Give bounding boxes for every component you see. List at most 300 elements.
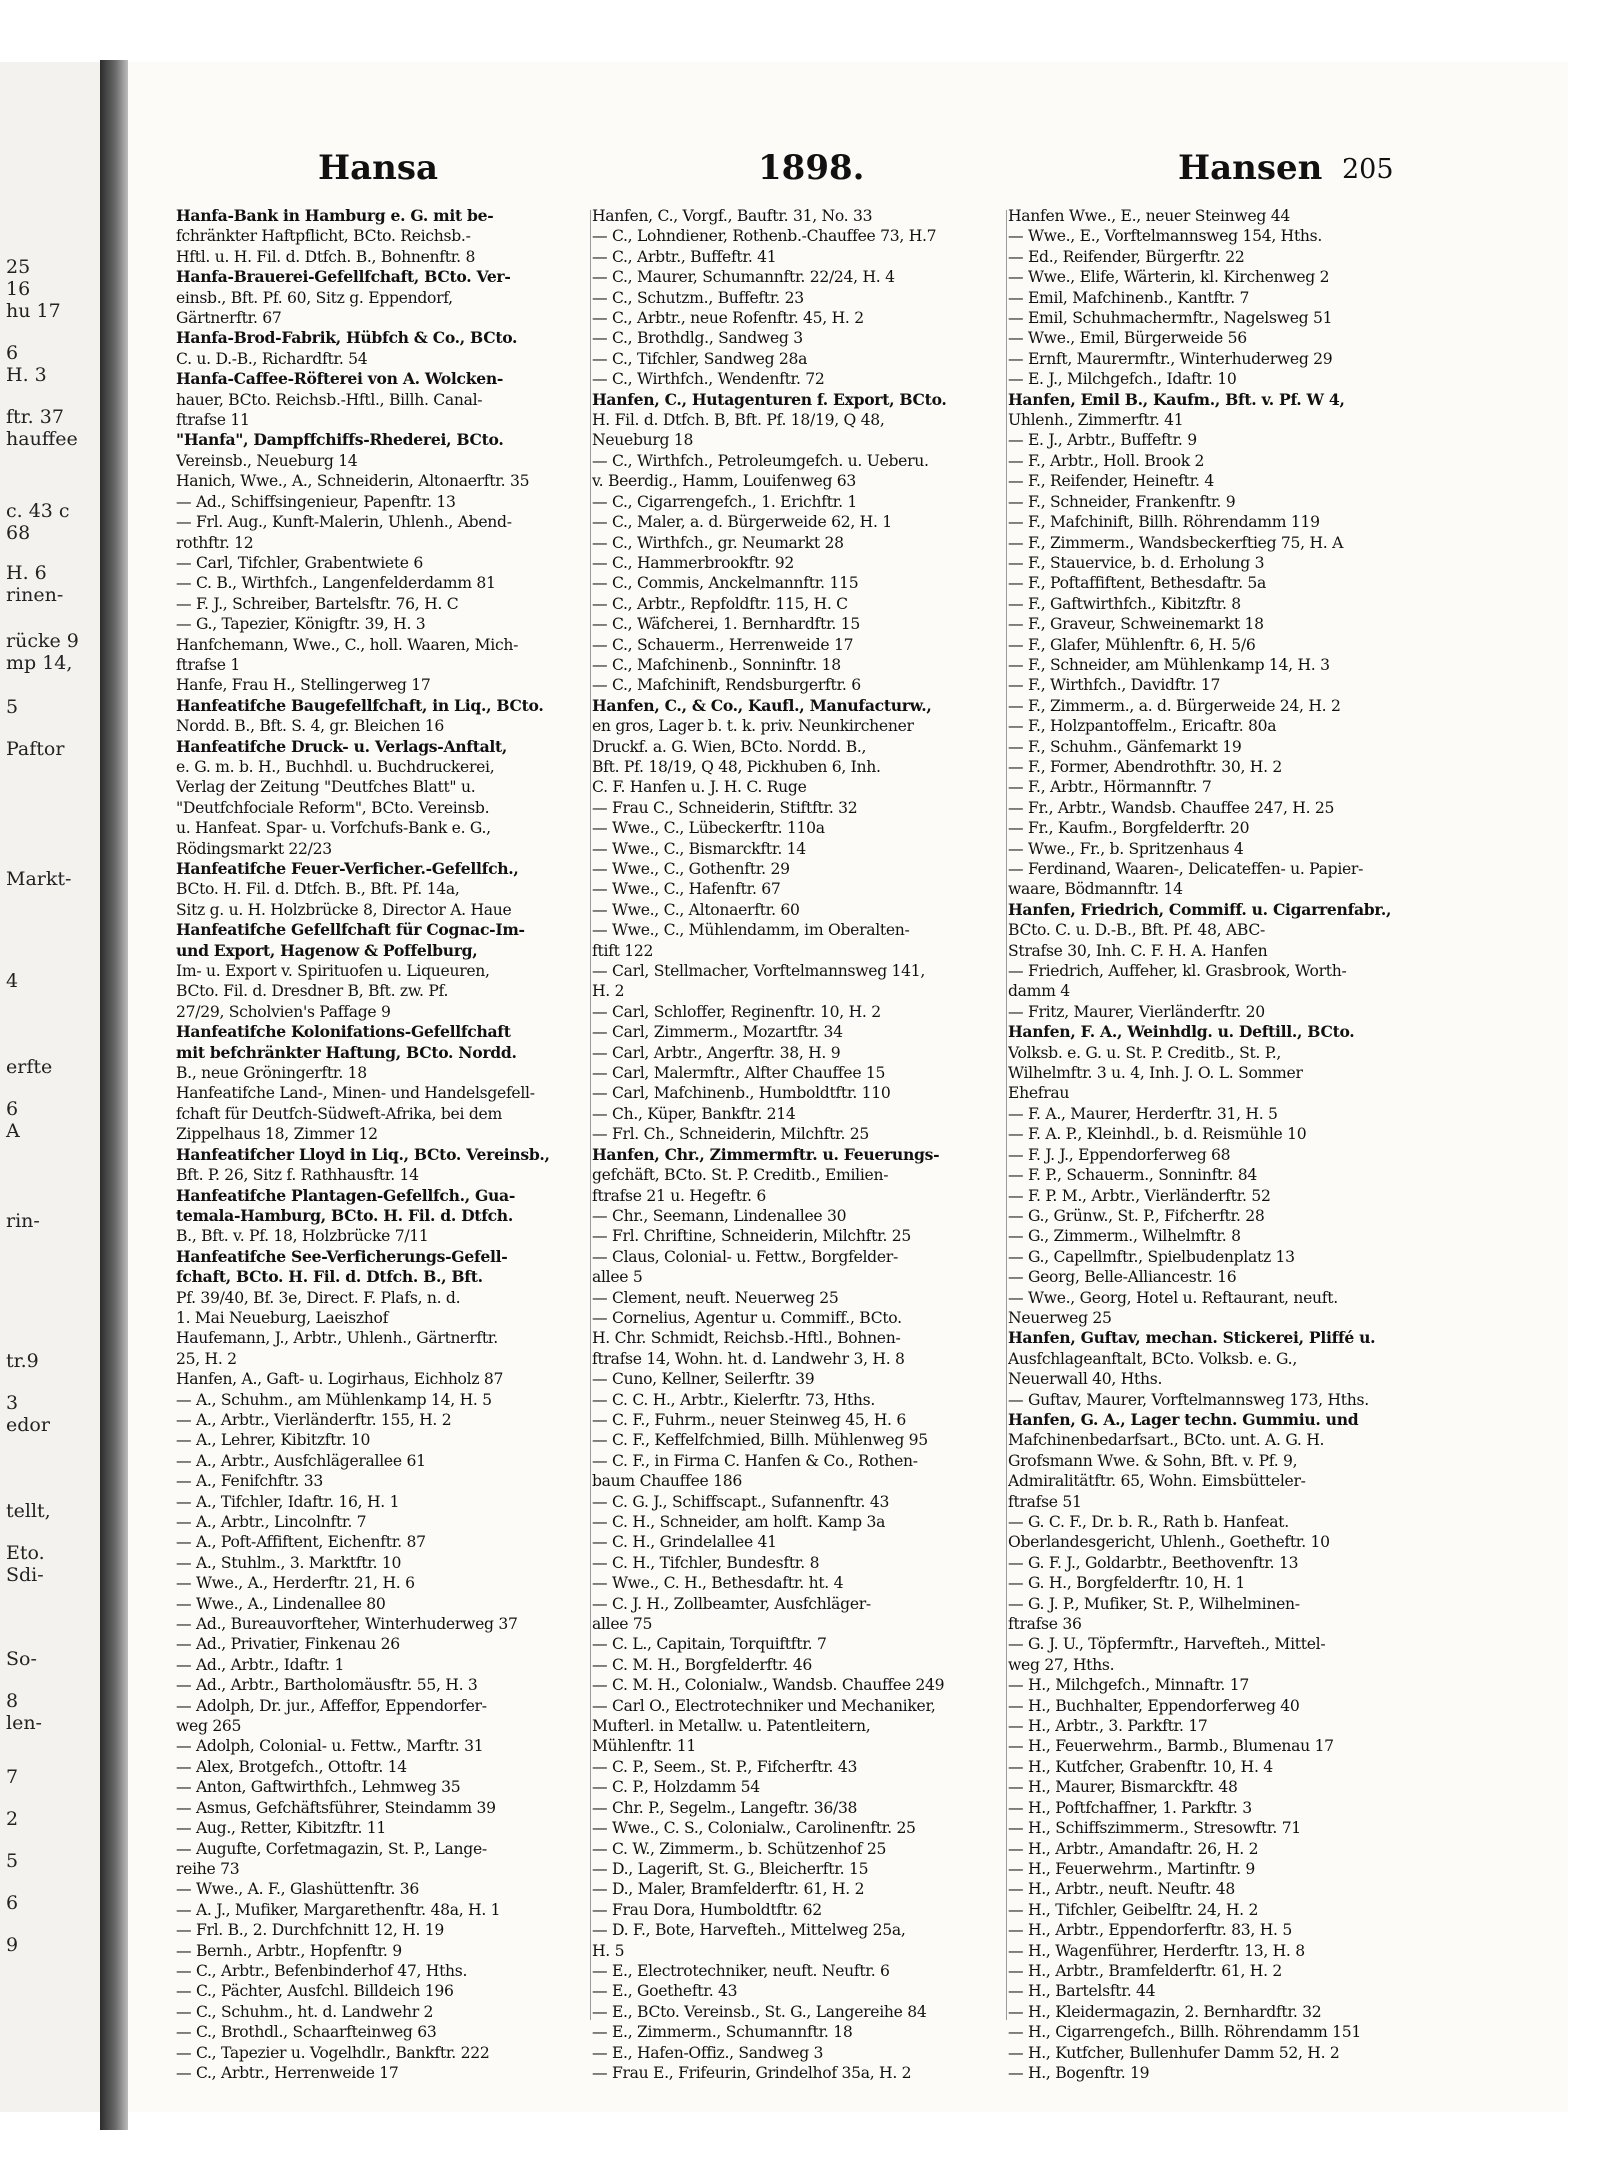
directory-heading-entry: Hanfeatifche See-Verficherungs-Gefell- bbox=[176, 1246, 508, 1266]
directory-entry-line: Sitz g. u. H. Holzbrücke 8, Director A. Haue bbox=[176, 900, 512, 919]
directory-entry-line: — Aug., Retter, Kibitzftr. 11 bbox=[176, 1819, 387, 1838]
directory-entry-line: Hanfe, Frau H., Stellingerweg 17 bbox=[176, 676, 431, 695]
directory-entry-line: H. Chr. Schmidt, Reichsb.-Hftl., Bohnen- bbox=[592, 1329, 901, 1348]
directory-heading-entry: Hanfen, F. A., Weinhdlg. u. Deftill., BCto. bbox=[1008, 1022, 1355, 1042]
directory-entry-line: — G. H., Borgfelderftr. 10, H. 1 bbox=[1008, 1574, 1246, 1593]
directory-heading-entry: Hanfeatifche Plantagen-Gefellfch., Gua- bbox=[176, 1185, 516, 1205]
directory-entry-line: — C. G. J., Schiffscapt., Sufannenftr. 43 bbox=[592, 1492, 890, 1511]
facing-page-fragment: Eto. bbox=[6, 1542, 45, 1564]
directory-heading-entry: Hanfa-Brod-Fabrik, Hübfch & Co., BCto. bbox=[176, 328, 518, 348]
directory-entry-line: fchränkter Haftpflicht, BCto. Reichsb.- bbox=[176, 227, 471, 246]
directory-entry-line: H. 2 bbox=[592, 982, 625, 1001]
directory-heading-entry: "Hanfa", Dampffchiffs-Rhederei, BCto. bbox=[176, 430, 504, 450]
directory-entry-line: — G. C. F., Dr. b. R., Rath b. Hanfeat. bbox=[1008, 1513, 1289, 1531]
directory-entry-line: Ausfchlageanftalt, BCto. Volksb. e. G., bbox=[1008, 1349, 1297, 1368]
directory-entry-line: ftrafse 36 bbox=[1008, 1615, 1082, 1634]
directory-entry-line: — H., Arbtr., Eppendorferftr. 83, H. 5 bbox=[1008, 1921, 1292, 1940]
directory-entry-line: — Ernft, Maurermftr., Winterhuderweg 29 bbox=[1008, 349, 1333, 368]
directory-entry-line: B., neue Gröningerftr. 18 bbox=[176, 1064, 367, 1083]
directory-entry-line: Zippelhaus 18, Zimmer 12 bbox=[176, 1125, 378, 1144]
page-number: 205 bbox=[1342, 154, 1394, 185]
directory-entry-line: — E. J., Arbtr., Buffeftr. 9 bbox=[1008, 431, 1197, 450]
facing-page-fragment: tr.9 bbox=[6, 1350, 39, 1372]
directory-entry-line: — H., Buchhalter, Eppendorferweg 40 bbox=[1008, 1696, 1300, 1715]
directory-entry-line: — Fr., Arbtr., Wandsb. Chauffee 247, H. 25 bbox=[1008, 798, 1335, 817]
directory-entry-line: — Frl. Aug., Kunft-Malerin, Uhlenh., Abend- bbox=[176, 513, 512, 532]
directory-entry-line: Mafchinenbedarfsart., BCto. unt. A. G. H. bbox=[1008, 1431, 1325, 1450]
directory-heading-entry: Hanfen, C., Hutagenturen f. Export, BCto. bbox=[592, 389, 947, 409]
directory-entry-line: — C. H., Schneider, am holft. Kamp 3a bbox=[592, 1513, 886, 1531]
directory-entry-line: — C., Brothdl., Schaarfteinweg 63 bbox=[176, 2023, 437, 2042]
directory-entry-line: ftrafse 11 bbox=[176, 411, 250, 430]
directory-entry-line: Rödingsmarkt 22/23 bbox=[176, 839, 332, 858]
directory-entry-line: — C., Arbtr., Herrenweide 17 bbox=[176, 2063, 399, 2082]
directory-entry-line: reihe 73 bbox=[176, 1859, 240, 1878]
directory-heading-entry: Hanfen, Guftav, mechan. Stickerei, Pliffé u. bbox=[1008, 1328, 1376, 1348]
directory-entry-line: — H., Bogenftr. 19 bbox=[1008, 2063, 1150, 2082]
directory-entry-line: — E., Hafen-Offiz., Sandweg 3 bbox=[592, 2043, 824, 2062]
facing-page-fragment: 5 bbox=[6, 1850, 19, 1872]
facing-page-fragment: tellt, bbox=[6, 1500, 51, 1522]
facing-page-fragment: 5 bbox=[6, 696, 19, 718]
directory-entry-line: — Ferdinand, Waaren-, Delicateffen- u. Papier- bbox=[1008, 860, 1364, 878]
directory-entry-line: Vereinsb., Neueburg 14 bbox=[176, 451, 358, 470]
directory-entry-line: — F., Schneider, Frankenftr. 9 bbox=[1008, 492, 1236, 511]
directory-heading-entry: Hanfa-Brauerei-Gefellfchaft, BCto. Ver- bbox=[176, 267, 511, 287]
directory-entry-line: — Ad., Schiffsingenieur, Papenftr. 13 bbox=[176, 492, 456, 511]
directory-entry-line: — Carl, Stellmacher, Vorftelmannsweg 141, bbox=[592, 962, 926, 981]
directory-entry-line: — C., Brothdlg., Sandweg 3 bbox=[592, 329, 803, 348]
facing-page-fragment: rin- bbox=[6, 1210, 40, 1232]
directory-entry-line: — C., Hammerbrookftr. 92 bbox=[592, 553, 794, 572]
directory-entry-line: — Wwe., Georg, Hotel u. Reftaurant, neuft. bbox=[1008, 1288, 1338, 1307]
directory-entry-line: — C., Maler, a. d. Bürgerweide 62, H. 1 bbox=[592, 513, 892, 532]
directory-entry-line: allee 5 bbox=[592, 1268, 643, 1287]
directory-entry-line: — Fr., Kaufm., Borgfelderftr. 20 bbox=[1008, 819, 1250, 838]
directory-entry-line: — C., Wäfcherei, 1. Bernhardftr. 15 bbox=[592, 615, 860, 634]
directory-entry-line: — G., Tapezier, Königftr. 39, H. 3 bbox=[176, 615, 426, 634]
directory-entry-line: Strafse 30, Inh. C. F. H. A. Hanfen bbox=[1008, 941, 1268, 960]
directory-entry-line: — Frl. B., 2. Durchfchnitt 12, H. 19 bbox=[176, 1921, 445, 1940]
directory-entry-line: — H., Bartelsftr. 44 bbox=[1008, 1982, 1156, 2001]
column-1 bbox=[176, 206, 588, 2083]
directory-entry-line: — C., Tifchler, Sandweg 28a bbox=[592, 349, 808, 368]
header-year: 1898. bbox=[758, 148, 865, 188]
directory-entry-line: — C., Lohndiener, Rothenb.-Chauffee 73, H.7 bbox=[592, 227, 937, 246]
directory-entry-line: — A., Arbtr., Lincolnftr. 7 bbox=[176, 1513, 367, 1531]
directory-entry-line: — H., Arbtr., neuft. Neuftr. 48 bbox=[1008, 1880, 1236, 1899]
directory-entry-line: — E., Goetheftr. 43 bbox=[592, 1982, 738, 2001]
directory-entry-line: — C., Arbtr., Buffeftr. 41 bbox=[592, 247, 777, 266]
facing-page-fragment: rücke 9 bbox=[6, 630, 79, 652]
directory-entry-line: baum Chauffee 186 bbox=[592, 1472, 743, 1491]
directory-entry-line: — C., Mafchinenb., Sonninftr. 18 bbox=[592, 655, 841, 674]
directory-entry-line: — Ad., Arbtr., Bartholomäusftr. 55, H. 3 bbox=[176, 1676, 478, 1695]
directory-heading-entry: Hanfa-Caffee-Röfterei von A. Wolcken- bbox=[176, 369, 504, 389]
directory-entry-line: — F. P. M., Arbtr., Vierländerftr. 52 bbox=[1008, 1186, 1271, 1205]
directory-entry-line: — Anton, Gaftwirthfch., Lehmweg 35 bbox=[176, 1778, 461, 1797]
directory-entry-line: — H., Schiffszimmerm., Stresowftr. 71 bbox=[1008, 1819, 1301, 1838]
directory-entry-line: Mufterl. in Metallw. u. Patentleitern, bbox=[592, 1717, 871, 1736]
directory-heading-entry: Hanfen, Emil B., Kaufm., Bft. v. Pf. W 4, bbox=[1008, 389, 1345, 409]
directory-entry-line: — Carl, Tifchler, Grabentwiete 6 bbox=[176, 553, 424, 572]
directory-entry-line: — F. J., Schreiber, Bartelsftr. 76, H. C bbox=[176, 594, 459, 613]
directory-entry-line: — H., Arbtr., Amandaftr. 26, H. 2 bbox=[1008, 1839, 1259, 1858]
directory-entry-line: — C., Maurer, Schumannftr. 22/24, H. 4 bbox=[592, 268, 895, 287]
directory-entry-line: Admiralitätftr. 65, Wohn. Eimsbütteler- bbox=[1008, 1472, 1306, 1491]
directory-entry-line: — C. H., Tifchler, Bundesftr. 8 bbox=[592, 1553, 820, 1572]
directory-entry-line: — C. P., Holzdamm 54 bbox=[592, 1778, 760, 1797]
directory-entry-line: — C. L., Capitain, Torquiftftr. 7 bbox=[592, 1635, 827, 1654]
directory-heading-entry: Hanfa-Bank in Hamburg e. G. mit be- bbox=[176, 206, 494, 225]
facing-page-fragment: H. 6 bbox=[6, 562, 47, 584]
directory-entry-line: — D., Lagerift, St. G., Bleicherftr. 15 bbox=[592, 1859, 869, 1878]
directory-heading-entry: Hanfeatifche Baugefellfchaft, in Liq., BCto. bbox=[176, 695, 544, 715]
directory-entry-line: — A., Stuhlm., 3. Marktftr. 10 bbox=[176, 1553, 402, 1572]
directory-entry-line: — H., Maurer, Bismarckftr. 48 bbox=[1008, 1778, 1238, 1797]
directory-entry-line: — E., BCto. Vereinsb., St. G., Langereihe 84 bbox=[592, 2002, 927, 2021]
facing-page-fragment: 16 bbox=[6, 278, 31, 300]
directory-entry-line: — F., Mafchinift, Billh. Röhrendamm 119 bbox=[1008, 513, 1320, 532]
directory-entry-line: Druckf. a. G. Wien, BCto. Nordd. B., bbox=[592, 737, 867, 756]
directory-entry-line: H. Fil. d. Dtfch. B, Bft. Pf. 18/19, Q 48, bbox=[592, 411, 885, 430]
facing-page-fragment: So- bbox=[6, 1648, 37, 1670]
directory-entry-line: Hanfen Wwe., E., neuer Steinweg 44 bbox=[1008, 207, 1290, 225]
directory-entry-line: — Wwe., C., Bismarckftr. 14 bbox=[592, 839, 806, 858]
facing-page-fragment: 6 bbox=[6, 342, 19, 364]
directory-entry-line: 1. Mai Neueburg, Laeiszhof bbox=[176, 1308, 389, 1327]
directory-entry-line: — H., Arbtr., 3. Parkftr. 17 bbox=[1008, 1717, 1208, 1736]
facing-page-fragment: mp 14, bbox=[6, 652, 73, 674]
directory-entry-line: — F., Holzpantoffelm., Ericaftr. 80a bbox=[1008, 717, 1277, 736]
directory-entry-line: gefchäft, BCto. St. P. Creditb., Emilien- bbox=[592, 1166, 889, 1185]
directory-entry-line: — C., Arbtr., neue Rofenftr. 45, H. 2 bbox=[592, 309, 864, 328]
directory-entry-line: — Wwe., C., Hafenftr. 67 bbox=[592, 880, 781, 899]
directory-entry-line: — H., Feuerwehrm., Martinftr. 9 bbox=[1008, 1859, 1255, 1878]
directory-entry-line: C. u. D.-B., Richardftr. 54 bbox=[176, 349, 368, 368]
directory-entry-line: — C. C. H., Arbtr., Kielerftr. 73, Hths. bbox=[592, 1390, 876, 1409]
directory-entry-line: — A., Schuhm., am Mühlenkamp 14, H. 5 bbox=[176, 1390, 492, 1409]
directory-entry-line: — H., Kleidermagazin, 2. Bernhardftr. 32 bbox=[1008, 2002, 1322, 2021]
directory-entry-line: Neueburg 18 bbox=[592, 431, 694, 450]
directory-entry-line: hauer, BCto. Reichsb.-Hftl., Billh. Canal- bbox=[176, 390, 483, 409]
facing-page-fragment: Sdi- bbox=[6, 1564, 44, 1586]
directory-heading-entry: Hanfeatifche Druck- u. Verlags-Anftalt, bbox=[176, 736, 508, 756]
directory-entry-line: — Emil, Mafchinenb., Kantftr. 7 bbox=[1008, 288, 1250, 307]
directory-entry-line: — Claus, Colonial- u. Fettw., Borgfelder- bbox=[592, 1247, 898, 1266]
facing-page-fragment: 9 bbox=[6, 1934, 19, 1956]
header-left-keyword: Hansa bbox=[318, 148, 439, 188]
directory-entry-line: — Carl, Malermftr., Alfter Chauffee 15 bbox=[592, 1064, 886, 1083]
directory-entry-line: — C., Arbtr., Befenbinderhof 47, Hths. bbox=[176, 1961, 468, 1980]
directory-entry-line: u. Hanfeat. Spar- u. Vorfchufs-Bank e. G., bbox=[176, 819, 491, 838]
directory-entry-line: — G. F. J., Goldarbtr., Beethovenftr. 13 bbox=[1008, 1553, 1299, 1572]
directory-entry-line: ftrafse 1 bbox=[176, 655, 240, 674]
directory-heading-entry: Hanfeatifche Gefellfchaft für Cognac-Im- bbox=[176, 920, 525, 940]
directory-heading-entry: Hanfen, Chr., Zimmermftr. u. Feuerungs- bbox=[592, 1144, 940, 1164]
directory-entry-line: — C., Schauerm., Herrenweide 17 bbox=[592, 635, 854, 654]
directory-heading-entry: temala-Hamburg, BCto. H. Fil. d. Dtfch. bbox=[176, 1205, 513, 1225]
directory-entry-line: Wilhelmftr. 3 u. 4, Inh. J. O. L. Sommer bbox=[1008, 1064, 1303, 1083]
directory-entry-line: waare, Bödmannftr. 14 bbox=[1008, 880, 1183, 899]
directory-entry-line: — F. A., Maurer, Herderftr. 31, H. 5 bbox=[1008, 1104, 1278, 1123]
directory-entry-line: — C., Pächter, Ausfchl. Billdeich 196 bbox=[176, 1982, 454, 2001]
directory-entry-line: — C. F., Fuhrm., neuer Steinweg 45, H. 6 bbox=[592, 1410, 906, 1429]
facing-page-fragment: Paftor bbox=[6, 738, 65, 760]
directory-entry-line: — Wwe., C., Gothenftr. 29 bbox=[592, 860, 790, 878]
directory-entry-line: — F., Stauervice, b. d. Erholung 3 bbox=[1008, 553, 1265, 572]
directory-entry-line: — Frau E., Frifeurin, Grindelhof 35a, H. 2 bbox=[592, 2063, 912, 2082]
directory-entry-line: — F., Arbtr., Hörmannftr. 7 bbox=[1008, 778, 1212, 797]
directory-entry-line: — Bernh., Arbtr., Hopfenftr. 9 bbox=[176, 1941, 402, 1960]
directory-entry-line: — Wwe., C., Mühlendamm, im Oberalten- bbox=[592, 921, 910, 940]
directory-entry-line: C. F. Hanfen u. J. H. C. Ruge bbox=[592, 778, 807, 797]
directory-entry-line: — F., Glafer, Mühlenftr. 6, H. 5/6 bbox=[1008, 635, 1256, 654]
directory-entry-line: — Ad., Privatier, Finkenau 26 bbox=[176, 1635, 400, 1654]
directory-entry-line: Im- u. Export v. Spirituofen u. Liqueuren, bbox=[176, 962, 490, 981]
directory-entry-line: — H., Kutfcher, Grabenftr. 10, H. 4 bbox=[1008, 1757, 1273, 1776]
directory-entry-line: einsb., Bft. Pf. 60, Sitz g. Eppendorf, bbox=[176, 288, 453, 307]
directory-entry-line: — C., Schutzm., Buffeftr. 23 bbox=[592, 288, 804, 307]
facing-page-fragment: ftr. 37 bbox=[6, 406, 64, 428]
directory-entry-line: — F., Gaftwirthfch., Kibitzftr. 8 bbox=[1008, 594, 1241, 613]
directory-entry-line: rothftr. 12 bbox=[176, 533, 254, 552]
directory-entry-line: damm 4 bbox=[1008, 982, 1070, 1001]
facing-page-fragment: Markt- bbox=[6, 868, 72, 890]
directory-entry-line: — Augufte, Corfetmagazin, St. P., Lange- bbox=[176, 1839, 487, 1858]
directory-entry-line: Hanfchemann, Wwe., C., holl. Waaren, Mich- bbox=[176, 635, 519, 654]
directory-entry-line: — Carl O., Electrotechniker und Mechaniker, bbox=[592, 1696, 936, 1715]
directory-entry-line: Mühlenftr. 11 bbox=[592, 1737, 696, 1756]
facing-page-fragment: 6 bbox=[6, 1892, 19, 1914]
directory-entry-line: — Wwe., E., Vorftelmannsweg 154, Hths. bbox=[1008, 227, 1323, 246]
directory-entry-line: B., Bft. v. Pf. 18, Holzbrücke 7/11 bbox=[176, 1227, 429, 1246]
facing-page-edge bbox=[0, 62, 101, 2112]
directory-entry-line: Hanfeatifche Land-, Minen- und Handelsgefell- bbox=[176, 1084, 535, 1103]
directory-entry-line: — A., Arbtr., Ausfchlägerallee 61 bbox=[176, 1451, 426, 1470]
directory-entry-line: — F. A. P., Kleinhdl., b. d. Reismühle 10 bbox=[1008, 1125, 1307, 1144]
directory-entry-line: — C. F., Keffelfchmied, Billh. Mühlenweg 95 bbox=[592, 1431, 928, 1450]
directory-entry-line: — H., Arbtr., Bramfelderftr. 61, H. 2 bbox=[1008, 1961, 1283, 1980]
directory-entry-line: Verlag der Zeitung "Deutfches Blatt" u. bbox=[176, 778, 476, 797]
directory-heading-entry: Hanfen, G. A., Lager techn. Gummiu. und bbox=[1008, 1409, 1359, 1429]
directory-entry-line: — Frau C., Schneiderin, Stiftftr. 32 bbox=[592, 798, 858, 817]
page-header bbox=[178, 148, 1393, 204]
facing-page-fragment: 4 bbox=[6, 970, 19, 992]
directory-entry-line: — Wwe., C. S., Colonialw., Carolinenftr. 25 bbox=[592, 1819, 916, 1838]
directory-entry-line: — F., Arbtr., Holl. Brook 2 bbox=[1008, 451, 1205, 470]
directory-entry-line: — Carl, Schloffer, Reginenftr. 10, H. 2 bbox=[592, 1002, 881, 1021]
directory-entry-line: — Wwe., Emil, Bürgerweide 56 bbox=[1008, 329, 1247, 348]
directory-entry-line: e. G. m. b. H., Buchhdl. u. Buchdruckerei, bbox=[176, 757, 495, 776]
directory-entry-line: Neuerweg 25 bbox=[1008, 1308, 1112, 1327]
directory-entry-line: — C. M. H., Colonialw., Wandsb. Chauffee 249 bbox=[592, 1676, 945, 1695]
directory-entry-line: allee 75 bbox=[592, 1615, 653, 1634]
directory-entry-line: "Deutfchfociale Reform", BCto. Vereinsb. bbox=[176, 798, 490, 817]
directory-entry-line: — A., Lehrer, Kibitzftr. 10 bbox=[176, 1431, 371, 1450]
directory-entry-line: BCto. H. Fil. d. Dtfch. B., Bft. Pf. 14a, bbox=[176, 880, 460, 899]
facing-page-fragment: hauffee bbox=[6, 428, 78, 450]
directory-entry-line: — F. J. J., Eppendorferweg 68 bbox=[1008, 1145, 1231, 1164]
column-divider bbox=[1006, 210, 1007, 2020]
directory-entry-line: — Adolph, Dr. jur., Affeffor, Eppendorfer- bbox=[176, 1696, 487, 1715]
directory-entry-line: — Adolph, Colonial- u. Fettw., Marftr. 31 bbox=[176, 1737, 484, 1756]
directory-entry-line: BCto. Fil. d. Dresdner B, Bft. zw. Pf. bbox=[176, 982, 449, 1001]
directory-entry-line: 27/29, Scholvien's Paffage 9 bbox=[176, 1002, 391, 1021]
directory-entry-line: — H., Poftfchaffner, 1. Parkftr. 3 bbox=[1008, 1798, 1252, 1817]
directory-entry-line: — H., Milchgefch., Minnaftr. 17 bbox=[1008, 1676, 1249, 1695]
directory-entry-line: — A., Arbtr., Vierländerftr. 155, H. 2 bbox=[176, 1410, 452, 1429]
directory-entry-line: — Friedrich, Auffeher, kl. Grasbrook, Worth- bbox=[1008, 962, 1347, 981]
directory-entry-line: — H., Feuerwehrm., Barmb., Blumenau 17 bbox=[1008, 1737, 1334, 1756]
facing-page-fragment: 7 bbox=[6, 1766, 19, 1788]
facing-page-fragment: H. 3 bbox=[6, 364, 47, 386]
directory-entry-line: — Chr., Seemann, Lindenallee 30 bbox=[592, 1206, 847, 1225]
directory-entry-line: — F., Graveur, Schweinemarkt 18 bbox=[1008, 615, 1264, 634]
directory-entry-line: — F., Poftaffiftent, Bethesdaftr. 5a bbox=[1008, 574, 1267, 593]
directory-entry-line: — Ad., Arbtr., Idaftr. 1 bbox=[176, 1655, 345, 1674]
facing-page-fragment: 6 bbox=[6, 1098, 19, 1120]
directory-entry-line: — C., Cigarrengefch., 1. Erichftr. 1 bbox=[592, 492, 858, 511]
directory-entry-line: ftift 122 bbox=[592, 941, 654, 960]
directory-entry-line: — F., Schneider, am Mühlenkamp 14, H. 3 bbox=[1008, 655, 1330, 674]
directory-entry-line: en gros, Lager b. t. k. priv. Neunkirchener bbox=[592, 717, 914, 736]
directory-heading-entry: Hanfeatifche Kolonifations-Gefellfchaft bbox=[176, 1022, 511, 1042]
directory-entry-line: — C. W., Zimmerm., b. Schützenhof 25 bbox=[592, 1839, 887, 1858]
directory-entry-line: 25, H. 2 bbox=[176, 1349, 237, 1368]
directory-entry-line: BCto. C. u. D.-B., Bft. Pf. 48, ABC- bbox=[1008, 921, 1265, 940]
directory-entry-line: — A., Tifchler, Idaftr. 16, H. 1 bbox=[176, 1492, 400, 1511]
directory-entry-line: — Carl, Zimmerm., Mozartftr. 34 bbox=[592, 1023, 843, 1042]
directory-entry-line: Hanich, Wwe., A., Schneiderin, Altonaerftr. 35 bbox=[176, 472, 530, 491]
facing-page-fragment: 25 bbox=[6, 256, 31, 278]
directory-entry-line: — Cornelius, Agentur u. Commiff., BCto. bbox=[592, 1308, 902, 1327]
directory-entry-line: — C., Tapezier u. Vogelhdlr., Bankftr. 222 bbox=[176, 2043, 490, 2062]
directory-entry-line: Uhlenh., Zimmerftr. 41 bbox=[1008, 411, 1184, 430]
directory-entry-line: Nordd. B., Bft. S. 4, gr. Bleichen 16 bbox=[176, 717, 445, 736]
directory-entry-line: — C., Arbtr., Repfoldftr. 115, H. C bbox=[592, 594, 848, 613]
directory-heading-entry: mit befchränkter Haftung, BCto. Nordd. bbox=[176, 1042, 517, 1062]
directory-entry-line: Bft. Pf. 18/19, Q 48, Pickhuben 6, Inh. bbox=[592, 757, 881, 776]
directory-entry-line: — G., Zimmerm., Wilhelmftr. 8 bbox=[1008, 1227, 1241, 1246]
directory-entry-line: Oberlandesgericht, Uhlenh., Goetheftr. 10 bbox=[1008, 1533, 1330, 1552]
directory-entry-line: — Wwe., C., Altonaerftr. 60 bbox=[592, 900, 800, 919]
column-divider bbox=[590, 210, 591, 2020]
directory-entry-line: — Frau Dora, Humboldtftr. 62 bbox=[592, 1900, 822, 1919]
directory-entry-line: weg 265 bbox=[176, 1717, 242, 1736]
directory-entry-line: — D. F., Bote, Harvefteh., Mittelweg 25a, bbox=[592, 1921, 906, 1940]
directory-entry-line: — G. J. P., Mufiker, St. P., Wilhelminen- bbox=[1008, 1594, 1300, 1613]
header-right-keyword: Hansen bbox=[1178, 148, 1323, 188]
directory-entry-line: — F. P., Schauerm., Sonninftr. 84 bbox=[1008, 1166, 1258, 1185]
directory-entry-line: — C., Wirthfch., gr. Neumarkt 28 bbox=[592, 533, 844, 552]
directory-entry-line: — Georg, Belle-Alliancestr. 16 bbox=[1008, 1268, 1237, 1287]
directory-entry-line: — H., Kutfcher, Bullenhufer Damm 52, H. 2 bbox=[1008, 2043, 1340, 2062]
directory-heading-entry: Hanfeatifcher Lloyd in Liq., BCto. Vereinsb., bbox=[176, 1144, 550, 1164]
directory-entry-line: Hftl. u. H. Fil. d. Dtfch. B., Bohnenftr. 8 bbox=[176, 247, 476, 266]
directory-entry-line: — F., Reifender, Heineftr. 4 bbox=[1008, 472, 1214, 491]
directory-entry-line: — Wwe., A. F., Glashüttenftr. 36 bbox=[176, 1880, 420, 1899]
directory-entry-line: — Ch., Küper, Bankftr. 214 bbox=[592, 1104, 796, 1123]
directory-entry-line: — F., Wirthfch., Davidftr. 17 bbox=[1008, 676, 1221, 695]
directory-entry-line: — Alex, Brotgefch., Ottoftr. 14 bbox=[176, 1757, 407, 1776]
directory-entry-line: — D., Maler, Bramfelderftr. 61, H. 2 bbox=[592, 1880, 865, 1899]
directory-entry-line: — G. J. U., Töpfermftr., Harvefteh., Mittel- bbox=[1008, 1635, 1326, 1654]
directory-entry-line: — Frl. Ch., Schneiderin, Milchftr. 25 bbox=[592, 1125, 870, 1144]
directory-entry-line: Bft. P. 26, Sitz f. Rathhausftr. 14 bbox=[176, 1166, 419, 1185]
directory-entry-line: Pf. 39/40, Bf. 3e, Direct. F. Plafs, n. d. bbox=[176, 1288, 461, 1307]
directory-entry-line: — C. P., Seem., St. P., Fifcherftr. 43 bbox=[592, 1757, 858, 1776]
directory-entry-line: — C., Wirthfch., Petroleumgefch. u. Ueberu. bbox=[592, 451, 929, 470]
directory-entry-line: ftrafse 51 bbox=[1008, 1492, 1082, 1511]
column-2 bbox=[592, 206, 1004, 2083]
directory-entry-line: — F., Zimmerm., Wandsbeckerftieg 75, H. A bbox=[1008, 533, 1344, 552]
directory-heading-entry: Hanfen, Friedrich, Commiff. u. Cigarrenfabr., bbox=[1008, 899, 1392, 919]
column-3 bbox=[1008, 206, 1420, 2083]
directory-entry-line: weg 27, Hths. bbox=[1008, 1655, 1115, 1674]
directory-entry-line: — C., Wirthfch., Wendenftr. 72 bbox=[592, 370, 825, 389]
directory-entry-line: — Ed., Reifender, Bürgerftr. 22 bbox=[1008, 247, 1245, 266]
directory-entry-line: — Carl, Mafchinenb., Humboldtftr. 110 bbox=[592, 1084, 891, 1103]
directory-entry-line: — C. B., Wirthfch., Langenfelderdamm 81 bbox=[176, 574, 496, 593]
directory-entry-line: — Guftav, Maurer, Vorftelmannsweg 173, Hths. bbox=[1008, 1390, 1369, 1409]
facing-page-fragment: 3 bbox=[6, 1392, 19, 1414]
facing-page-fragment: erfte bbox=[6, 1056, 53, 1078]
directory-heading-entry: und Export, Hagenow & Poffelburg, bbox=[176, 940, 478, 960]
directory-entry-line: — Wwe., C., Lübeckerftr. 110a bbox=[592, 819, 825, 838]
directory-entry-line: — E., Electrotechniker, neuft. Neuftr. 6 bbox=[592, 1961, 890, 1980]
directory-entry-line: — Ad., Bureauvorfteher, Winterhuderweg 37 bbox=[176, 1615, 518, 1634]
facing-page-fragment: A bbox=[6, 1120, 20, 1142]
directory-entry-line: — Chr. P., Segelm., Langeftr. 36/38 bbox=[592, 1798, 858, 1817]
directory-entry-line: Gärtnerftr. 67 bbox=[176, 309, 282, 328]
directory-entry-line: — G., Grünw., St. P., Fifcherftr. 28 bbox=[1008, 1206, 1265, 1225]
directory-entry-line: Haufemann, J., Arbtr., Uhlenh., Gärtnerftr. bbox=[176, 1329, 498, 1348]
directory-entry-line: — H., Cigarrengefch., Billh. Röhrendamm 151 bbox=[1008, 2023, 1361, 2042]
directory-entry-line: — Clement, neuft. Neuerweg 25 bbox=[592, 1288, 839, 1307]
directory-entry-line: — C. F., in Firma C. Hanfen & Co., Rothen- bbox=[592, 1451, 918, 1470]
facing-page-fragment: len- bbox=[6, 1712, 42, 1734]
directory-entry-line: — Wwe., Elife, Wärterin, kl. Kirchenweg 2 bbox=[1008, 268, 1330, 287]
directory-entry-line: — C., Schuhm., ht. d. Landwehr 2 bbox=[176, 2002, 434, 2021]
directory-entry-line: — Wwe., A., Herderftr. 21, H. 6 bbox=[176, 1574, 415, 1593]
directory-entry-line: — Emil, Schuhmachermftr., Nagelsweg 51 bbox=[1008, 309, 1333, 328]
directory-entry-line: — F., Schuhm., Gänfemarkt 19 bbox=[1008, 737, 1242, 756]
directory-entry-line: — C., Mafchinift, Rendsburgerftr. 6 bbox=[592, 676, 861, 695]
directory-entry-line: — C., Commis, Anckelmannftr. 115 bbox=[592, 574, 859, 593]
directory-entry-line: ftrafse 14, Wohn. ht. d. Landwehr 3, H. 8 bbox=[592, 1349, 905, 1368]
directory-entry-line: — A. J., Mufiker, Margarethenftr. 48a, H. 1 bbox=[176, 1900, 501, 1919]
facing-page-fragment: c. 43 c bbox=[6, 500, 70, 522]
directory-entry-line: — G., Capellmftr., Spielbudenplatz 13 bbox=[1008, 1247, 1295, 1266]
directory-heading-entry: fchaft, BCto. H. Fil. d. Dtfch. B., Bft. bbox=[176, 1267, 483, 1287]
directory-entry-line: — Fritz, Maurer, Vierländerftr. 20 bbox=[1008, 1002, 1265, 1021]
directory-entry-line: — H., Wagenführer, Herderftr. 13, H. 8 bbox=[1008, 1941, 1305, 1960]
directory-entry-line: Volksb. e. G. u. St. P. Creditb., St. P., bbox=[1008, 1043, 1282, 1062]
facing-page-fragment: 2 bbox=[6, 1808, 19, 1830]
directory-entry-line: — C. H., Grindelallee 41 bbox=[592, 1533, 777, 1552]
directory-entry-line: v. Beerdig., Hamm, Louifenweg 63 bbox=[592, 472, 857, 491]
directory-entry-line: — C. J. H., Zollbeamter, Ausfchläger- bbox=[592, 1594, 871, 1613]
directory-entry-line: — C. M. H., Borgfelderftr. 46 bbox=[592, 1655, 812, 1674]
directory-entry-line: — Carl, Arbtr., Angerftr. 38, H. 9 bbox=[592, 1043, 841, 1062]
directory-entry-line: — F., Zimmerm., a. d. Bürgerweide 24, H. 2 bbox=[1008, 696, 1341, 715]
directory-entry-line: ftrafse 21 u. Hegeftr. 6 bbox=[592, 1186, 766, 1205]
book-spine-shadow bbox=[100, 60, 128, 2130]
facing-page-fragment: rinen- bbox=[6, 584, 64, 606]
directory-heading-entry: Hanfeatifche Feuer-Verficher.-Gefellfch., bbox=[176, 859, 519, 878]
directory-entry-line: — F., Former, Abendrothftr. 30, H. 2 bbox=[1008, 757, 1283, 776]
